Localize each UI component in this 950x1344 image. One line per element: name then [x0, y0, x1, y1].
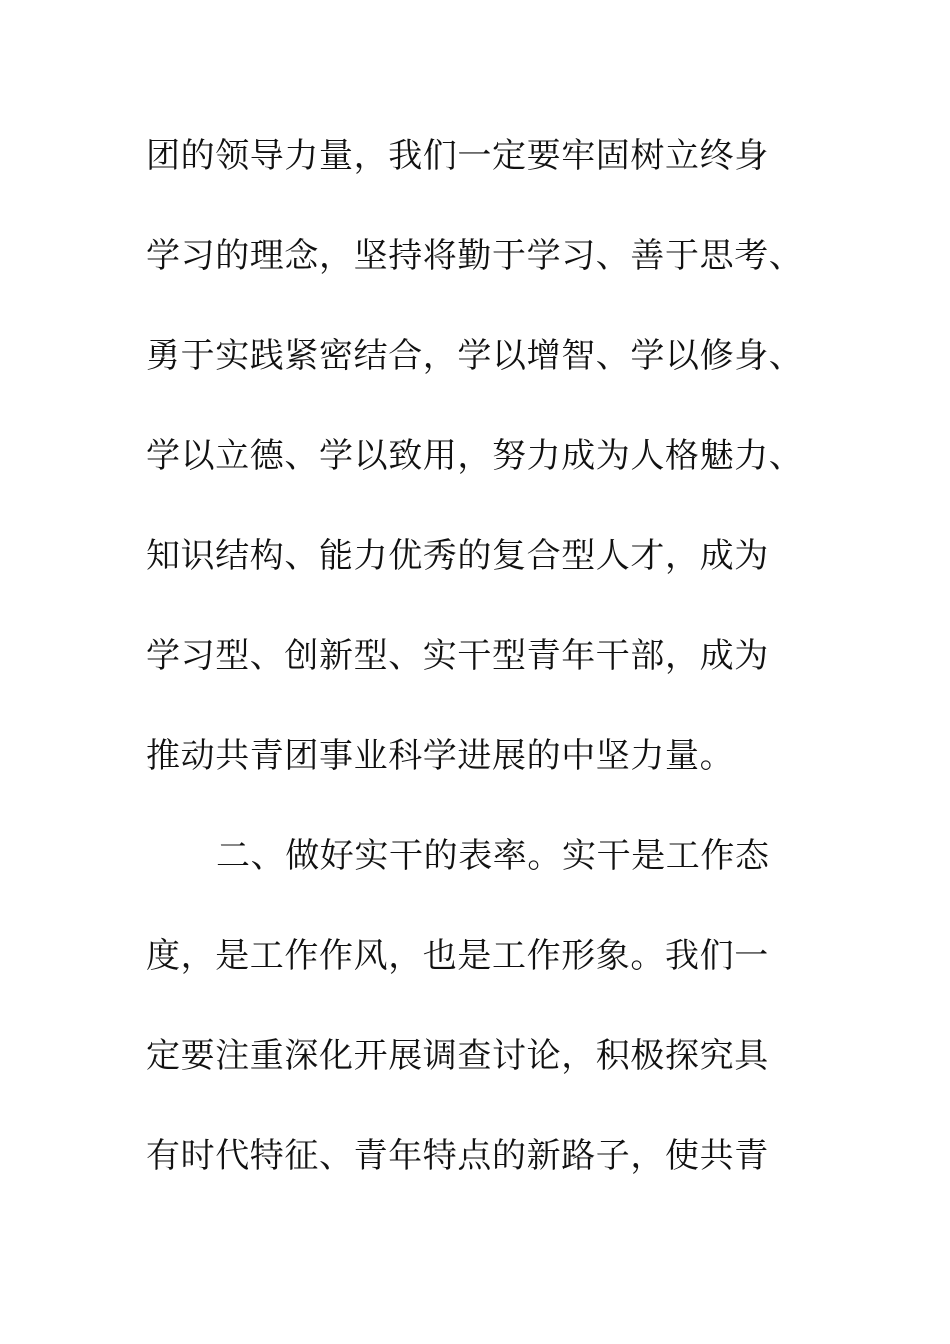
text-line-5: 知识结构、能力优秀的复合型人才，成为	[146, 536, 769, 576]
text-line-2: 学习的理念，坚持将勤于学习、善于思考、	[146, 236, 804, 276]
text-line-4: 学以立德、学以致用，努力成为人格魅力、	[146, 436, 804, 476]
text-line-1: 团的领导力量，我们一定要牢固树立终身	[146, 136, 769, 176]
text-line-6: 学习型、创新型、实干型青年干部，成为	[146, 636, 769, 676]
text-line-9: 度，是工作作风，也是工作形象。我们一	[146, 936, 769, 976]
body-text	[146, 126, 826, 1226]
text-line-10: 定要注重深化开展调查讨论，积极探究具	[146, 1036, 769, 1076]
text-line-8-paragraph-start: 二、做好实干的表率。实干是工作态	[216, 836, 770, 876]
text-line-11: 有时代特征、青年特点的新路子，使共青	[146, 1136, 769, 1176]
text-line-3: 勇于实践紧密结合，学以增智、学以修身、	[146, 336, 804, 376]
text-line-7: 推动共青团事业科学进展的中坚力量。	[146, 736, 735, 776]
